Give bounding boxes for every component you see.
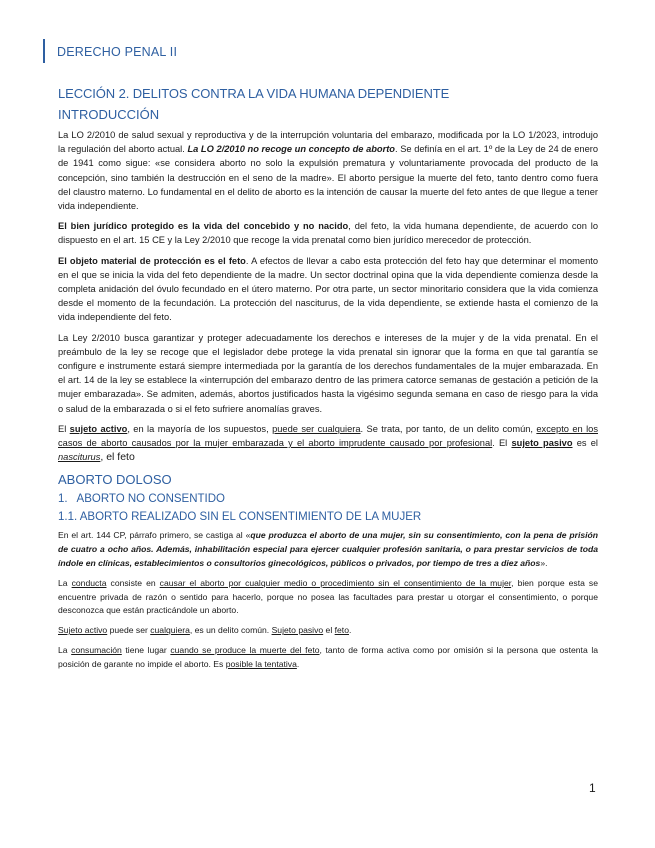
p5-i: es el [572, 438, 598, 449]
header-accent-bar [43, 39, 45, 63]
p9-consumacion: consumación [71, 645, 122, 656]
paragraph-ley: La Ley 2/2010 busca garantizar y proteger adecuadamente los derechos e intereses de la mujer y de la vida prenatal. En el preámbulo de la ley se recoge que el legislador debe protege la vida prenatal sin ignorar que la forma en que tal garantía se configure e instrumente estará siempre intermediada por la garantía de los derechos fundamentales de la mujer embarazada. En el art. 14 de la ley se establece la «interrupción del embarazo dentro de las primera catorce semanas de gestación a petición de la mujer embarazada». Se admiten, además, abortos justificados hasta la vigésimo segunda semana en caso de riesgo para la vida o salud de la embarazada o si el feto sufriere anomalías graves. [58, 332, 598, 414]
p1-emphasis: La LO 2/2010 no recoge un concepto de aborto [187, 144, 395, 155]
p5-a: El [58, 423, 70, 434]
p1-text-c: . Se definía en el art. 1º de la Ley de 24 de enero de 1941 como sigue: «se considera aborto no solo la expulsión prematura y voluntariamente provocada del producto de la concepción, sino también la destrucción en el seno de la madre». El aborto persigue la muerte del feto, tanto dentro como fuera del claustro materno. Lo fundamental en el delito de aborto es la intención de causar la muerte del feto antes de que llegue a tener vida independiente. [58, 144, 599, 212]
p2-bold: El bien jurídico protegido es la vida del concebido y no nacido [58, 221, 349, 232]
p5-excepto: excepto en los casos de aborto causados por la mujer embarazada y el aborto imprudente causado por profesional [58, 423, 598, 449]
heading-no-consentido: 1. ABORTO NO CONSENTIDO [58, 493, 225, 506]
p9-a: La [58, 645, 72, 656]
paragraph-sujetos-aborto [58, 624, 598, 638]
p6-a: En el art. 144 CP, párrafo primero, se castiga al « [58, 530, 251, 541]
p1-text-a: La LO 2/2010 de salud sexual y reproductiva y de la interrupción voluntaria del embarazo, modificada por la LO 1/2023, introdujo la regulación del aborto actual. [58, 130, 598, 155]
p3-text: . A efectos de llevar a cabo esta protección del feto hay que determinar el momento en el que se inicia la vida del feto dependiente de la madre. Un sector doctrinal opina que la vida dependiente comienza desde la completa anidación del óvulo fecundado en el útero materno. Por otra parte, un sector minoritario considera que la vida comienza desde el momento de la fecundación. La protección del nasciturus, de la vida dependiente, se extiende hasta el comienzo de la vida independiente del feto. [58, 255, 599, 323]
p5-k: , el feto [100, 451, 135, 464]
heading-sin-consentimiento: 1.1. ABORTO REALIZADO SIN EL CONSENTIMIENTO DE LA MUJER [58, 511, 422, 524]
heading-aborto-doloso: ABORTO DOLOSO [58, 472, 172, 488]
p8-h: . [348, 625, 352, 636]
paragraph-consumacion [58, 644, 598, 672]
p7-e: , bien porque esta se encuentre privada de razón o sentido para hacerlo, porque no posea las facultades para prestar u otorgar el consentimiento, o porque desconozca que están practicándole un aborto. [58, 577, 599, 616]
p9-tentativa: posible la tentativa [225, 658, 297, 669]
p7-conducta: conducta [71, 577, 107, 588]
course-header: DERECHO PENAL II [57, 45, 178, 59]
paragraph-bien-juridico [58, 219, 598, 247]
paragraph-objeto-material [58, 254, 598, 325]
p3-bold: El objeto material de protección es el feto [58, 255, 246, 266]
p5-nasciturus: nasciturus [58, 452, 101, 463]
p9-e: , tanto de forma activa como por omisión si la persona que ostenta la posición de garante no impide el aborto. Es [58, 645, 599, 669]
p5-e: . Se trata, por tanto, de un delito común, [360, 423, 537, 434]
p9-g: . [296, 658, 300, 669]
p8-sujeto-activo: Sujeto activo [58, 625, 108, 636]
p8-cualquiera: cualquiera [150, 625, 190, 636]
intro-heading: INTRODUCCIÓN [58, 107, 160, 122]
p9-c: tiene lugar [121, 645, 171, 656]
p7-causar: causar el aborto por cualquier medio o procedimiento sin el consentimiento de la mujer [159, 577, 512, 588]
p8-feto: feto [334, 625, 349, 636]
paragraph-sujetos [58, 422, 598, 465]
document-body [58, 80, 598, 678]
p5-c: , en la mayoría de los supuestos, [127, 423, 273, 434]
p5-sujeto-pasivo: sujeto pasivo [511, 438, 573, 449]
p5-g: . El [492, 438, 512, 449]
p8-f: el [323, 625, 335, 636]
p6-c: ». [540, 558, 548, 569]
lesson-title: LECCIÓN 2. DELITOS CONTRA LA VIDA HUMANA DEPENDIENTE [58, 86, 450, 101]
p5-puede-ser-cualquiera: puede ser cualquiera [272, 423, 361, 434]
paragraph-art-144 [58, 529, 598, 570]
p8-b: puede ser [107, 625, 151, 636]
p6-quote: que produzca el aborto de una mujer, sin su consentimiento, con la pena de prisión de cuatro a ocho años. Además, inhabilitación especial para ejercer cualquier profesión sanitaria, o para prestar servicios de toda índole en clínicas, establecimientos o consultorios ginecológicos, públicos o privados, por tiempo de tres a diez años [58, 530, 598, 569]
p9-cuando: cuando se produce la muerte del feto [170, 645, 320, 656]
paragraph-conducta [58, 577, 598, 618]
p7-c: consiste en [106, 577, 160, 588]
paragraph-intro [58, 128, 598, 213]
p7-a: La [58, 577, 72, 588]
p8-sujeto-pasivo: Sujeto pasivo [271, 625, 324, 636]
p5-sujeto-activo: sujeto activo [69, 423, 128, 434]
p8-d: , es un delito común. [189, 625, 272, 636]
p2-text: , del feto, la vida humana dependiente, de acuerdo con lo dispuesto en el art. 15 CE y la Ley 2/2010 que recoge la vida prenatal como bien jurídico merecedor de protección. [58, 221, 598, 246]
page-number: 1 [589, 781, 596, 795]
